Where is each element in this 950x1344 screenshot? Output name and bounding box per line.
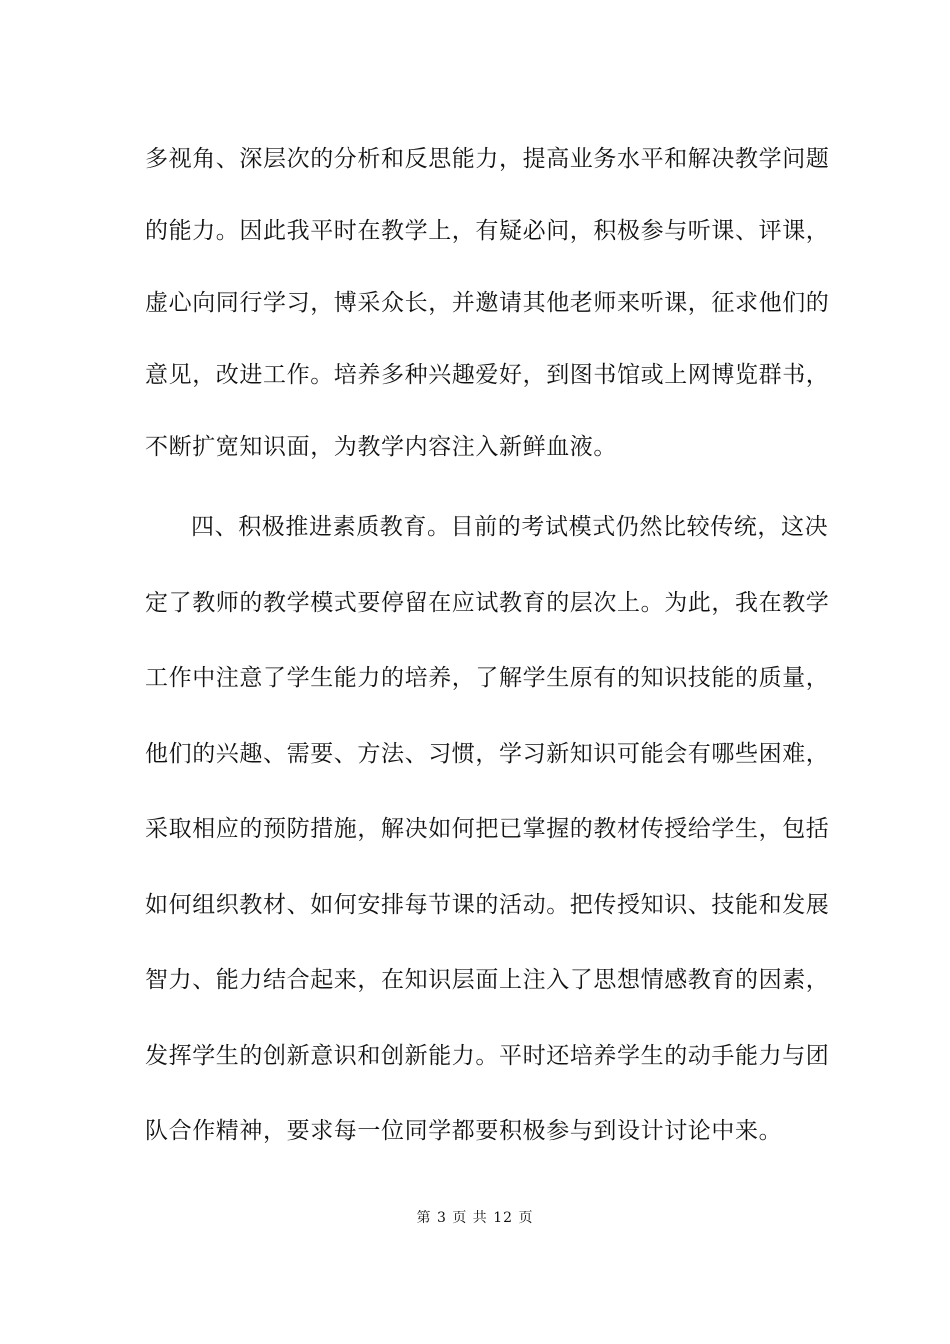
text-line-5: 不断扩宽知识面，为教学内容注入新鲜血液。 [145, 434, 617, 460]
text-line-12: 智力、能力结合起来，在知识层面上注入了思想情感教育的因素， [145, 967, 830, 993]
page-label-prefix: 第 [416, 1210, 432, 1226]
text-line-7: 定了教师的教学模式要停留在应试教育的层次上。为此，我在教学 [145, 590, 830, 616]
text-line-1: 多视角、深层次的分析和反思能力，提高业务水平和解决教学问题 [145, 146, 830, 172]
text-line-11: 如何组织教材、如何安排每节课的活动。把传授知识、技能和发展 [145, 892, 830, 918]
text-line-13: 发挥学生的创新意识和创新能力。平时还培养学生的动手能力与团 [145, 1043, 830, 1069]
total-pages-number: 12 [493, 1210, 514, 1226]
text-line-8: 工作中注意了学生能力的培养，了解学生原有的知识技能的质量， [145, 665, 830, 691]
page-number-footer [0, 1208, 950, 1228]
text-line-14: 队合作精神，要求每一位同学都要积极参与到设计讨论中来。 [145, 1118, 783, 1144]
page-label-suffix: 页 [518, 1210, 534, 1226]
text-line-4: 意见，改进工作。培养多种兴趣爱好，到图书馆或上网博览群书， [145, 362, 830, 388]
text-line-10: 采取相应的预防措施，解决如何把已掌握的教材传授给学生，包括 [145, 816, 830, 842]
current-page-number: 3 [436, 1210, 447, 1226]
text-line-3: 虚心向同行学习，博采众长，并邀请其他老师来听课，征求他们的 [145, 290, 830, 316]
page-label-middle: 页 共 [452, 1210, 488, 1226]
text-line-6-paragraph-start: 四、积极推进素质教育。目前的考试模式仍然比较传统，这决 [191, 514, 829, 540]
text-line-2: 的能力。因此我平时在教学上，有疑必问，积极参与听课、评课， [145, 218, 830, 244]
text-line-9: 他们的兴趣、需要、方法、习惯，学习新知识可能会有哪些困难， [145, 741, 830, 767]
